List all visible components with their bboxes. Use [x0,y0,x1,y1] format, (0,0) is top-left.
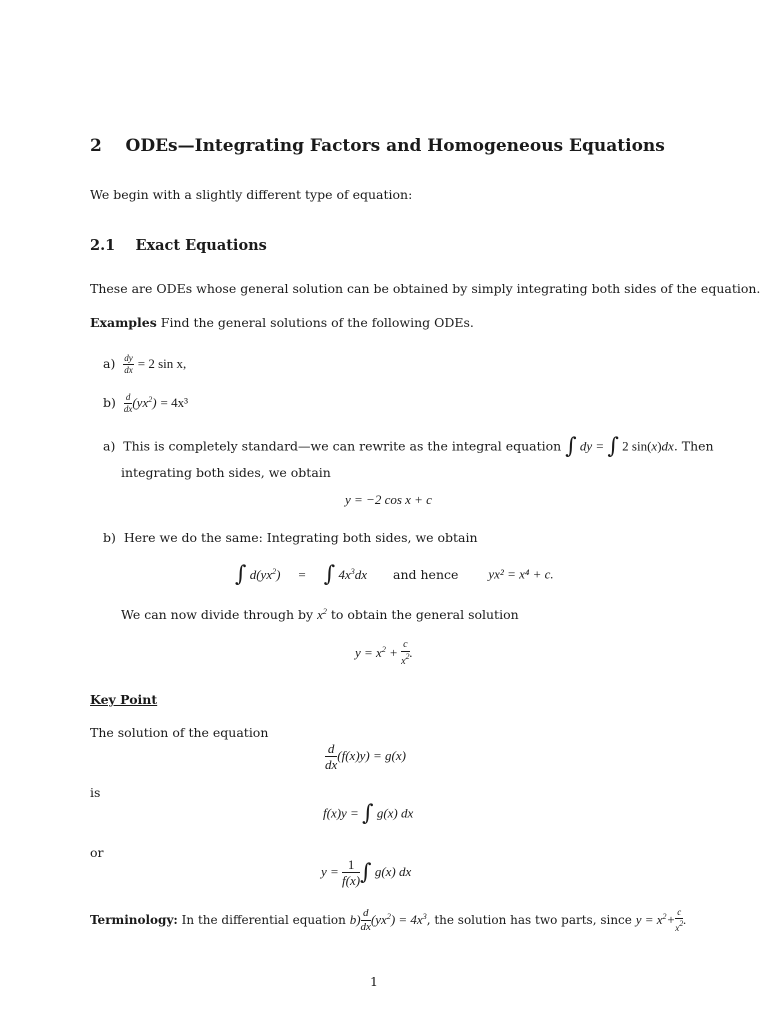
dy-dx-fraction: $\frac{dy}{dx}$ [124,353,133,375]
and-hence: and hence [393,566,459,582]
intro-text: We begin with a slightly different type of equation: [90,187,413,202]
divide-line: We can now divide through by $x^2$ to obtain the general solution [121,607,519,622]
terminology-label: Terminology: [90,913,178,927]
solution-a-result: y = −2 cos x + c [345,492,432,507]
solution-a-text2: . Then [673,438,714,454]
terminology-text2: , the solution has two parts, since [426,913,636,927]
problem-a [103,354,186,375]
integral-sign: ∫ [323,562,336,587]
general-solution: $y = x^2$ + $\frac{c}{x^2}$ . [355,639,413,667]
solution-a-text3: integrating both sides, we obtain [121,465,331,480]
subsection-heading [90,237,267,254]
problem-a-rhs: = 2 sin x, [137,356,187,371]
page-number: 1 [370,974,378,989]
section-number: 2 [90,136,102,156]
problem-b-rhs: = 4x³ [160,395,189,410]
exact-description: These are ODEs whose general solution can be obtained by simply integrating both sides of the equation. [90,281,761,296]
section-heading [90,136,665,156]
key-point-title: Key Point [90,692,158,707]
solution-a-line1: a) This is completely standard—we can rewrite as the integral equation ∫ dy = ∫ 2 sin(x)dx. Then [103,434,714,459]
is-label: is [90,785,101,800]
terminology-text1: In the differential equation [177,913,350,927]
integral-sign: ∫ [235,562,247,587]
solution-b-line1 [103,530,478,545]
or-label: or [90,845,104,860]
d-dx-fraction: $\frac{d}{dx}$ [123,392,133,414]
examples-label: Examples [90,315,157,330]
integral-sign: ∫ [360,859,372,885]
examples-line [90,315,474,330]
solution-b-text1: Here we do the same: Integrating both sides, we obtain [123,530,478,545]
solution-a-text1: This is completely standard—we can rewrite as the integral equation [123,438,562,454]
examples-text: Find the general solutions of the following ODEs. [156,315,474,330]
divide-text-pre: We can now divide through by [121,607,314,622]
key-equation: $\frac{d}{dx}$ (f(x)y) = g(x) [325,741,406,772]
key-point-text: The solution of the equation [90,725,269,740]
solution-a-label: a) [103,438,116,454]
problem-b-label: b) [103,395,116,410]
solution-b-rhs-result: yx² = x⁴ + c. [488,566,554,582]
solution-b-equation: ∫ $d(yx^2)$ = ∫ $4x^3dx$ and hence yx² = x⁴ + c. [235,562,554,587]
problem-b: b) $\frac{d}{dx}$ $(yx^2) = 4x^3$ [103,392,189,414]
terminology-line: Terminology: In the differential equation b) $\frac{d}{dx}$ $(yx^2) = 4x^3$, the solution has two parts, since $y = x^2+$ $\frac{c}{x^2}$ . [90,907,687,933]
integral-sign: ∫ [362,801,374,826]
solution-b-label: b) [103,530,116,545]
subsection-title: Exact Equations [135,237,267,254]
divide-text-post: to obtain the general solution [330,607,519,622]
integral-sign: ∫ [565,434,577,459]
subsection-number: 2.1 [90,237,116,254]
integral-sign: ∫ [607,434,619,459]
problem-a-label: a) [103,356,116,371]
solution-form-1: f(x)y = ∫ g(x) dx [323,801,414,826]
solution-form-2: y = $\frac{1}{f(x)}$ ∫ g(x) dx [321,857,412,888]
section-title: ODEs—Integrating Factors and Homogeneous Equations [125,136,665,156]
